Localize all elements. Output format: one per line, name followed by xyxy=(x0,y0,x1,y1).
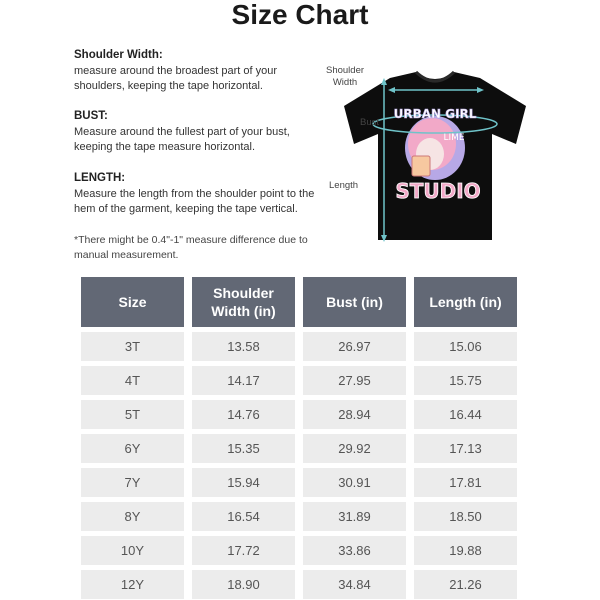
cell-size: 6Y xyxy=(81,434,184,463)
table-body xyxy=(81,327,521,599)
length-heading: LENGTH: xyxy=(74,172,126,184)
cell-shoulder-width: 13.58 xyxy=(192,332,295,361)
cell-bust: 31.89 xyxy=(303,502,406,531)
cell-size: 10Y xyxy=(81,536,184,565)
cell-length: 17.81 xyxy=(414,468,517,497)
cell-shoulder-width: 18.90 xyxy=(192,570,295,599)
cell-shoulder-width: 16.54 xyxy=(192,502,295,531)
cell-length: 18.50 xyxy=(414,502,517,531)
shoulder-width-label: Shoulder Width xyxy=(325,65,365,88)
cell-length: 21.26 xyxy=(414,570,517,599)
page-title: Size Chart xyxy=(231,0,369,30)
cell-length: 19.88 xyxy=(414,536,517,565)
cell-bust: 30.91 xyxy=(303,468,406,497)
cell-size: 4T xyxy=(81,366,184,395)
table-row xyxy=(81,361,521,395)
shoulder-instruction xyxy=(74,48,324,95)
print-text-bottom: STUDIO xyxy=(395,179,481,203)
length-instruction xyxy=(74,171,324,218)
cell-size: 3T xyxy=(81,332,184,361)
table-row xyxy=(81,531,521,565)
bust-label: Bust xyxy=(360,117,380,128)
table-row xyxy=(81,395,521,429)
size-table xyxy=(81,277,521,599)
cell-bust: 33.86 xyxy=(303,536,406,565)
length-label: Length xyxy=(329,180,359,191)
cell-shoulder-width: 17.72 xyxy=(192,536,295,565)
cell-length: 16.44 xyxy=(414,400,517,429)
shoulder-text: measure around the broadest part of your shoulders, keeping the tape horizontal. xyxy=(74,64,278,92)
table-row xyxy=(81,565,521,599)
cell-size: 7Y xyxy=(81,468,184,497)
table-row xyxy=(81,497,521,531)
bust-heading: BUST: xyxy=(74,110,108,122)
bust-text: Measure around the fullest part of your bust, keeping the tape measure horizontal. xyxy=(74,125,290,153)
cell-bust: 28.94 xyxy=(303,400,406,429)
cell-size: 12Y xyxy=(81,570,184,599)
cell-length: 17.13 xyxy=(414,434,517,463)
cell-shoulder-width: 15.94 xyxy=(192,468,295,497)
tshirt-diagram xyxy=(320,60,550,250)
cell-length: 15.06 xyxy=(414,332,517,361)
print-text-mid: LIME xyxy=(443,133,465,143)
cell-size: 5T xyxy=(81,400,184,429)
header-bust: Bust (in) xyxy=(303,277,406,327)
cell-length: 15.75 xyxy=(414,366,517,395)
cell-shoulder-width: 15.35 xyxy=(192,434,295,463)
cell-bust: 34.84 xyxy=(303,570,406,599)
header-length: Length (in) xyxy=(414,277,517,327)
header-size: Size xyxy=(81,277,184,327)
cell-shoulder-width: 14.17 xyxy=(192,366,295,395)
length-text: Measure the length from the shoulder point to the hem of the garment, keeping the tape vertical. xyxy=(74,187,315,215)
table-row xyxy=(81,327,521,361)
table-header-row xyxy=(81,277,521,327)
cell-shoulder-width: 14.76 xyxy=(192,400,295,429)
cell-size: 8Y xyxy=(81,502,184,531)
cell-bust: 27.95 xyxy=(303,366,406,395)
header-shoulder-width: Shoulder Width (in) xyxy=(192,277,295,327)
cell-bust: 29.92 xyxy=(303,434,406,463)
table-row xyxy=(81,463,521,497)
shoulder-heading: Shoulder Width: xyxy=(74,49,163,61)
table-row xyxy=(81,429,521,463)
print-text-top: URBAN GIRL xyxy=(393,107,477,121)
measurement-note: *There might be 0.4"-1" measure difference due to manual measurement. xyxy=(74,234,308,261)
cell-bust: 26.97 xyxy=(303,332,406,361)
bust-instruction xyxy=(74,109,324,156)
